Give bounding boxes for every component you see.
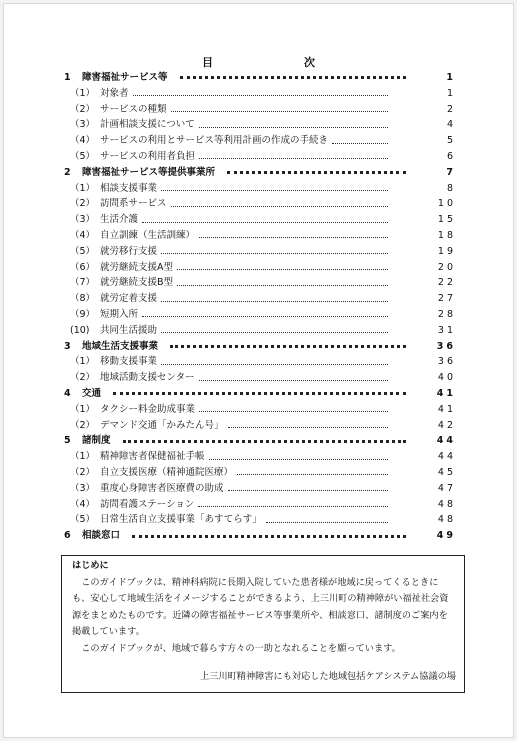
toc-subsection-entry [64, 354, 456, 370]
toc-entry-page-number: 15 [437, 214, 456, 226]
toc-subsection-entry [64, 244, 456, 260]
intro-paragraph-2: このガイドブックが、地域で暮らす方々の一助となれることを願っています。 [81, 642, 401, 654]
toc-entry-label: サービスの利用者負担 [100, 150, 196, 162]
intro-heading: はじめに [72, 560, 109, 571]
toc-entry-number: (10) [70, 324, 90, 336]
toc-entry-page-number: 48 [437, 514, 456, 526]
toc-entry-number: （4） [70, 135, 96, 147]
toc-entry-number: 4 [64, 387, 71, 399]
toc-entry-label: 対象者 [100, 87, 129, 99]
toc-entry-label: 地域活動支援センター [100, 372, 195, 384]
toc-entry-label: 日常生活自立支援事業「あすてらす」 [100, 514, 262, 526]
toc-title: 目 次 [202, 56, 355, 69]
toc-entry-page-number: 7 [446, 166, 456, 178]
toc-section-entry [64, 70, 456, 86]
toc-dot-leader [133, 95, 388, 96]
toc-entry-label: 障害福祉サービス等 [82, 72, 168, 83]
toc-entry-number: （1） [70, 356, 96, 368]
toc-dot-leader [209, 459, 388, 460]
toc-dot-leader [227, 171, 406, 174]
toc-entry-number: （1） [70, 403, 96, 415]
intro-box [61, 555, 465, 693]
toc-dot-leader [161, 190, 388, 191]
toc-entry-number: （8） [70, 293, 96, 305]
toc-subsection-entry [64, 481, 456, 497]
toc-dot-leader [123, 440, 406, 443]
toc-entry-page-number: 45 [437, 466, 456, 478]
toc-entry-label: 生活介護 [100, 214, 139, 226]
toc-dot-leader [228, 427, 388, 428]
toc-dot-leader [180, 76, 406, 79]
toc-section-entry [64, 528, 456, 544]
toc-entry-number: （3） [70, 214, 96, 226]
toc-entry-label: 短期入所 [100, 308, 139, 320]
toc-subsection-entry [64, 370, 456, 386]
toc-dot-leader [171, 206, 388, 207]
toc-dot-leader [142, 222, 388, 223]
toc-entry-number: 5 [64, 435, 71, 447]
toc-entry-label: 相談支援事業 [100, 182, 158, 194]
toc-entry-label: 訪問看護ステーション [100, 498, 195, 510]
toc-entry-label: 重度心身障害者医療費の助成 [100, 482, 224, 494]
toc-dot-leader [199, 127, 388, 128]
toc-dot-leader [177, 269, 388, 270]
toc-dot-leader [142, 316, 388, 317]
toc-entry-label: 交通 [82, 387, 102, 399]
toc-entry-number: （7） [70, 277, 96, 289]
toc-entry-page-number: 44 [436, 435, 456, 447]
toc-entry-page-number: 2 [446, 103, 456, 115]
toc-entry-label: 計画相談支援について [100, 119, 195, 131]
toc-entry-number: （3） [70, 119, 96, 131]
toc-entry-page-number: 42 [437, 419, 456, 431]
toc-entry-number: （1） [70, 182, 96, 194]
toc-entry-number: （2） [70, 372, 96, 384]
toc-entry-page-number: 4 [446, 119, 456, 131]
toc-dot-leader [161, 301, 388, 302]
toc-entry-page-number: 44 [437, 451, 456, 463]
toc-entry-label: 就労移行支援 [100, 245, 158, 257]
toc-dot-leader [266, 522, 388, 523]
toc-subsection-entry [64, 497, 456, 513]
toc-entry-page-number: 19 [437, 245, 456, 257]
intro-signature: 上三川町精神障害にも対応した地域包括ケアシステム協議の場 [200, 671, 456, 683]
toc-entry-label: 地域生活支援事業 [82, 340, 159, 352]
table-of-contents [64, 70, 456, 544]
toc-entry-number: （2） [70, 103, 96, 115]
toc-entry-number: （1） [70, 451, 96, 463]
toc-entry-number: （5） [70, 150, 96, 162]
toc-entry-number: 1 [64, 72, 71, 83]
toc-entry-number: （4） [70, 229, 96, 241]
toc-subsection-entry [64, 291, 456, 307]
toc-entry-label: タクシー料金助成事業 [100, 403, 196, 415]
toc-entry-number: 6 [64, 530, 71, 542]
toc-entry-page-number: 40 [437, 372, 456, 384]
toc-dot-leader [199, 411, 388, 412]
toc-entry-label: 訪問系サービス [100, 198, 167, 210]
toc-entry-number: （2） [70, 466, 96, 478]
toc-subsection-entry [64, 133, 456, 149]
toc-entry-page-number: 28 [437, 308, 456, 320]
toc-dot-leader [199, 237, 388, 238]
toc-dot-leader [113, 392, 406, 395]
toc-entry-label: 自立訓練（生活訓練） [100, 229, 196, 241]
toc-entry-number: （1） [70, 87, 96, 99]
toc-subsection-entry [64, 418, 456, 434]
toc-subsection-entry [64, 212, 456, 228]
toc-entry-number: （9） [70, 308, 96, 320]
toc-entry-page-number: 48 [437, 498, 456, 510]
toc-dot-leader [199, 158, 388, 159]
toc-entry-page-number: 1 [446, 87, 456, 99]
toc-subsection-entry [64, 449, 456, 465]
toc-entry-number: 3 [64, 340, 71, 352]
toc-dot-leader [171, 111, 388, 112]
toc-dot-leader [161, 332, 388, 333]
toc-dot-leader [237, 474, 388, 475]
toc-entry-label: デマンド交通「かみたん号」 [100, 419, 224, 431]
toc-entry-page-number: 18 [437, 229, 456, 241]
toc-entry-number: 2 [64, 166, 71, 178]
toc-section-entry [64, 386, 456, 402]
toc-subsection-entry [64, 102, 456, 118]
toc-entry-page-number: 1 [446, 72, 456, 83]
toc-entry-page-number: 20 [437, 261, 456, 273]
toc-entry-page-number: 8 [446, 182, 456, 194]
toc-section-entry [64, 339, 456, 355]
toc-subsection-entry [64, 181, 456, 197]
toc-entry-label: 精神障害者保健福祉手帳 [100, 451, 205, 463]
toc-entry-page-number: 41 [437, 403, 456, 415]
toc-entry-label: 就労継続支援B型 [100, 277, 174, 289]
toc-entry-label: 共同生活援助 [100, 324, 158, 336]
toc-entry-number: （5） [70, 514, 96, 526]
toc-entry-page-number: 31 [437, 324, 456, 336]
toc-subsection-entry [64, 402, 456, 418]
toc-entry-page-number: 49 [436, 530, 456, 542]
toc-dot-leader [161, 253, 388, 254]
toc-entry-number: （5） [70, 245, 96, 257]
toc-subsection-entry [64, 323, 456, 339]
toc-section-entry [64, 433, 456, 449]
toc-subsection-entry [64, 86, 456, 102]
toc-entry-page-number: 6 [446, 150, 456, 162]
toc-dot-leader [170, 345, 406, 348]
toc-entry-number: （4） [70, 498, 96, 510]
toc-section-entry [64, 165, 456, 181]
toc-entry-page-number: 36 [437, 356, 456, 368]
toc-subsection-entry [64, 149, 456, 165]
toc-entry-label: 障害福祉サービス等提供事業所 [82, 166, 216, 178]
toc-entry-number: （6） [70, 261, 96, 273]
toc-subsection-entry [64, 228, 456, 244]
toc-dot-leader [228, 490, 388, 491]
toc-entry-page-number: 47 [437, 482, 456, 494]
toc-dot-leader [198, 506, 388, 507]
toc-dot-leader [177, 285, 388, 286]
toc-entry-page-number: 41 [436, 387, 456, 399]
toc-entry-label: 就労定着支援 [100, 293, 158, 305]
toc-entry-label: 就労継続支援A型 [100, 261, 173, 273]
toc-dot-leader [161, 364, 388, 365]
toc-entry-label: サービスの種類 [100, 103, 167, 115]
toc-dot-leader [332, 143, 388, 144]
toc-entry-number: （2） [70, 198, 96, 210]
intro-paragraph-1: このガイドブックは、精神科病院に長期入院していた患者様が地域に戻ってくるときにも、安心して地域生活をイメージすることができるよう、上三川町の精神障がい福祉社会資源をまとめたものです。近隣の障害福祉サービス等事業所や、相談窓口、諸制度のご案内を掲載しています。 [72, 576, 449, 638]
toc-entry-page-number: 27 [437, 293, 456, 305]
toc-subsection-entry [64, 465, 456, 481]
toc-subsection-entry [64, 117, 456, 133]
toc-entry-page-number: 36 [436, 340, 456, 352]
toc-subsection-entry [64, 307, 456, 323]
toc-entry-number: （2） [70, 419, 96, 431]
toc-subsection-entry [64, 275, 456, 291]
toc-entry-label: 相談窓口 [82, 530, 121, 542]
toc-subsection-entry [64, 260, 456, 276]
toc-entry-page-number: 10 [437, 198, 456, 210]
toc-subsection-entry [64, 196, 456, 212]
toc-dot-leader [132, 535, 406, 538]
toc-entry-page-number: 5 [446, 135, 456, 147]
toc-entry-number: （3） [70, 482, 96, 494]
toc-entry-label: 自立支援医療（精神通院医療） [100, 466, 234, 478]
toc-entry-label: 諸制度 [82, 435, 111, 447]
toc-entry-label: 移動支援事業 [100, 356, 158, 368]
toc-entry-label: サービスの利用とサービス等利用計画の作成の手続き [100, 135, 329, 147]
toc-entry-page-number: 22 [437, 277, 456, 289]
document-page [4, 4, 513, 737]
toc-subsection-entry [64, 512, 456, 528]
toc-dot-leader [199, 380, 388, 381]
